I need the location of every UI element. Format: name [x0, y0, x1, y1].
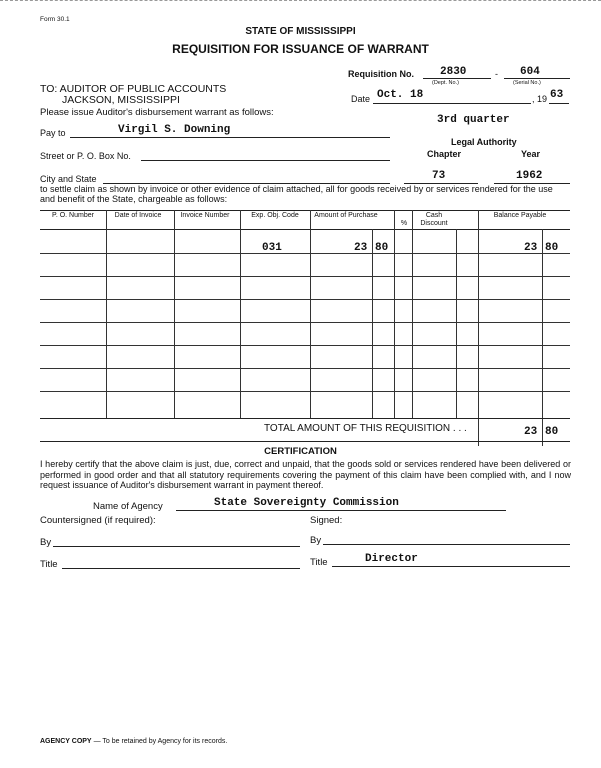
legal-authority-label: Legal Authority — [451, 137, 517, 147]
year-suffix: 63 — [550, 89, 564, 101]
countersign-title-label: Title — [40, 559, 58, 570]
quarter-note: 3rd quarter — [437, 114, 510, 126]
header-exp-obj-code: Exp. Obj. Code — [251, 212, 299, 219]
header-amount-of-purchase: Amount of Purchase — [314, 212, 378, 219]
pay-to-line — [70, 137, 390, 138]
header-balance-payable: Balance Payable — [493, 212, 547, 219]
total-amount-cents: 80 — [545, 426, 559, 438]
table-row — [40, 299, 570, 300]
row1-balance-cents: 80 — [545, 242, 559, 254]
date-label: Date — [351, 94, 371, 104]
countersign-title-line[interactable] — [62, 568, 300, 569]
signed-title-label: Title — [310, 557, 328, 568]
certification-title: CERTIFICATION — [264, 446, 337, 457]
countersigned-label: Countersigned (if required): — [40, 515, 156, 526]
signed-label: Signed: — [310, 515, 343, 526]
street-line — [141, 160, 390, 161]
dept-no: 2830 — [440, 66, 467, 78]
row1-amount-cents: 80 — [375, 242, 389, 254]
header-po-number: P. O. Number — [52, 212, 94, 219]
date-line — [373, 103, 531, 104]
row1-balance: 23 — [524, 242, 538, 254]
street-label: Street or P. O. Box No. — [40, 151, 131, 161]
agency-label: Name of Agency — [93, 501, 163, 512]
signed-by-label: By — [310, 535, 322, 546]
addressee-line1: TO: AUDITOR OF PUBLIC ACCOUNTS — [40, 83, 227, 95]
signed-by-line[interactable] — [323, 544, 570, 545]
year-prefix: , 19 — [532, 94, 548, 104]
settle-text: to settle claim as shown by invoice or other evidence of claim attached, all for goods received by or services rendered for the use and benefit of the State, chargeable as follows: — [40, 184, 553, 204]
year-line — [549, 103, 569, 104]
agency-value: State Sovereignty Commission — [214, 497, 399, 509]
countersign-by-line[interactable] — [53, 546, 300, 547]
chapter-label: Chapter — [427, 149, 462, 159]
year-label: Year — [521, 149, 541, 159]
total-label: TOTAL AMOUNT OF THIS REQUISITION . . . — [264, 423, 467, 434]
table-row — [40, 345, 570, 346]
table-row — [40, 276, 570, 277]
serial-no: 604 — [520, 66, 540, 78]
form-title: REQUISITION FOR ISSUANCE OF WARRANT — [172, 42, 429, 56]
legal-year-value: 1962 — [516, 170, 543, 182]
city-label: City and State — [40, 174, 97, 184]
table-row — [40, 368, 570, 369]
state-title: STATE OF MISSISSIPPI — [245, 26, 356, 37]
row1-exp-code: 031 — [262, 242, 282, 254]
agency-line — [176, 510, 506, 511]
dept-no-caption: (Dept. No.) — [432, 80, 459, 86]
footer-bold: AGENCY COPY — [40, 738, 92, 745]
date-value: Oct. 18 — [377, 89, 424, 101]
header-date-of-invoice: Date of Invoice — [114, 212, 162, 219]
addressee-line2: JACKSON, MISSISSIPPI — [62, 94, 180, 106]
header-percent: % — [400, 220, 408, 227]
pay-to-value: Virgil S. Downing — [118, 124, 231, 136]
serial-no-line — [504, 78, 570, 79]
header-cash-discount: Cash Discount — [420, 212, 448, 227]
requisition-label: Requisition No. — [348, 69, 414, 79]
table-row — [40, 322, 570, 323]
table-row — [40, 253, 570, 254]
header-invoice-number: Invoice Number — [180, 212, 230, 219]
dept-no-line — [423, 78, 491, 79]
certification-text: I hereby certify that the above claim is just, due, correct and unpaid, that the goods sold or services rendered have been delivered or performed in good order and that all statutory requirements covering the payment of this claim have been complied with, and I now request issuance of Auditor's disbursement warrant in payment thereof. — [40, 459, 571, 490]
instruction-text: Please issue Auditor's disbursement warrant as follows: — [40, 107, 274, 118]
perforation-line — [0, 0, 601, 1]
pay-to-label: Pay to — [40, 128, 66, 138]
countersign-by-label: By — [40, 537, 52, 548]
requisition-separator: - — [495, 69, 498, 79]
serial-no-caption: (Serial No.) — [513, 80, 541, 86]
form-number: Form 30.1 — [40, 16, 70, 23]
total-amount: 23 — [524, 426, 538, 438]
footer-text: — To be retained by Agency for its records. — [93, 738, 228, 745]
signed-title-value: Director — [365, 553, 418, 565]
signed-title-line — [332, 566, 570, 567]
table-row — [40, 391, 570, 392]
chapter-value: 73 — [432, 170, 446, 182]
row1-amount: 23 — [354, 242, 368, 254]
footer-note — [40, 738, 227, 745]
